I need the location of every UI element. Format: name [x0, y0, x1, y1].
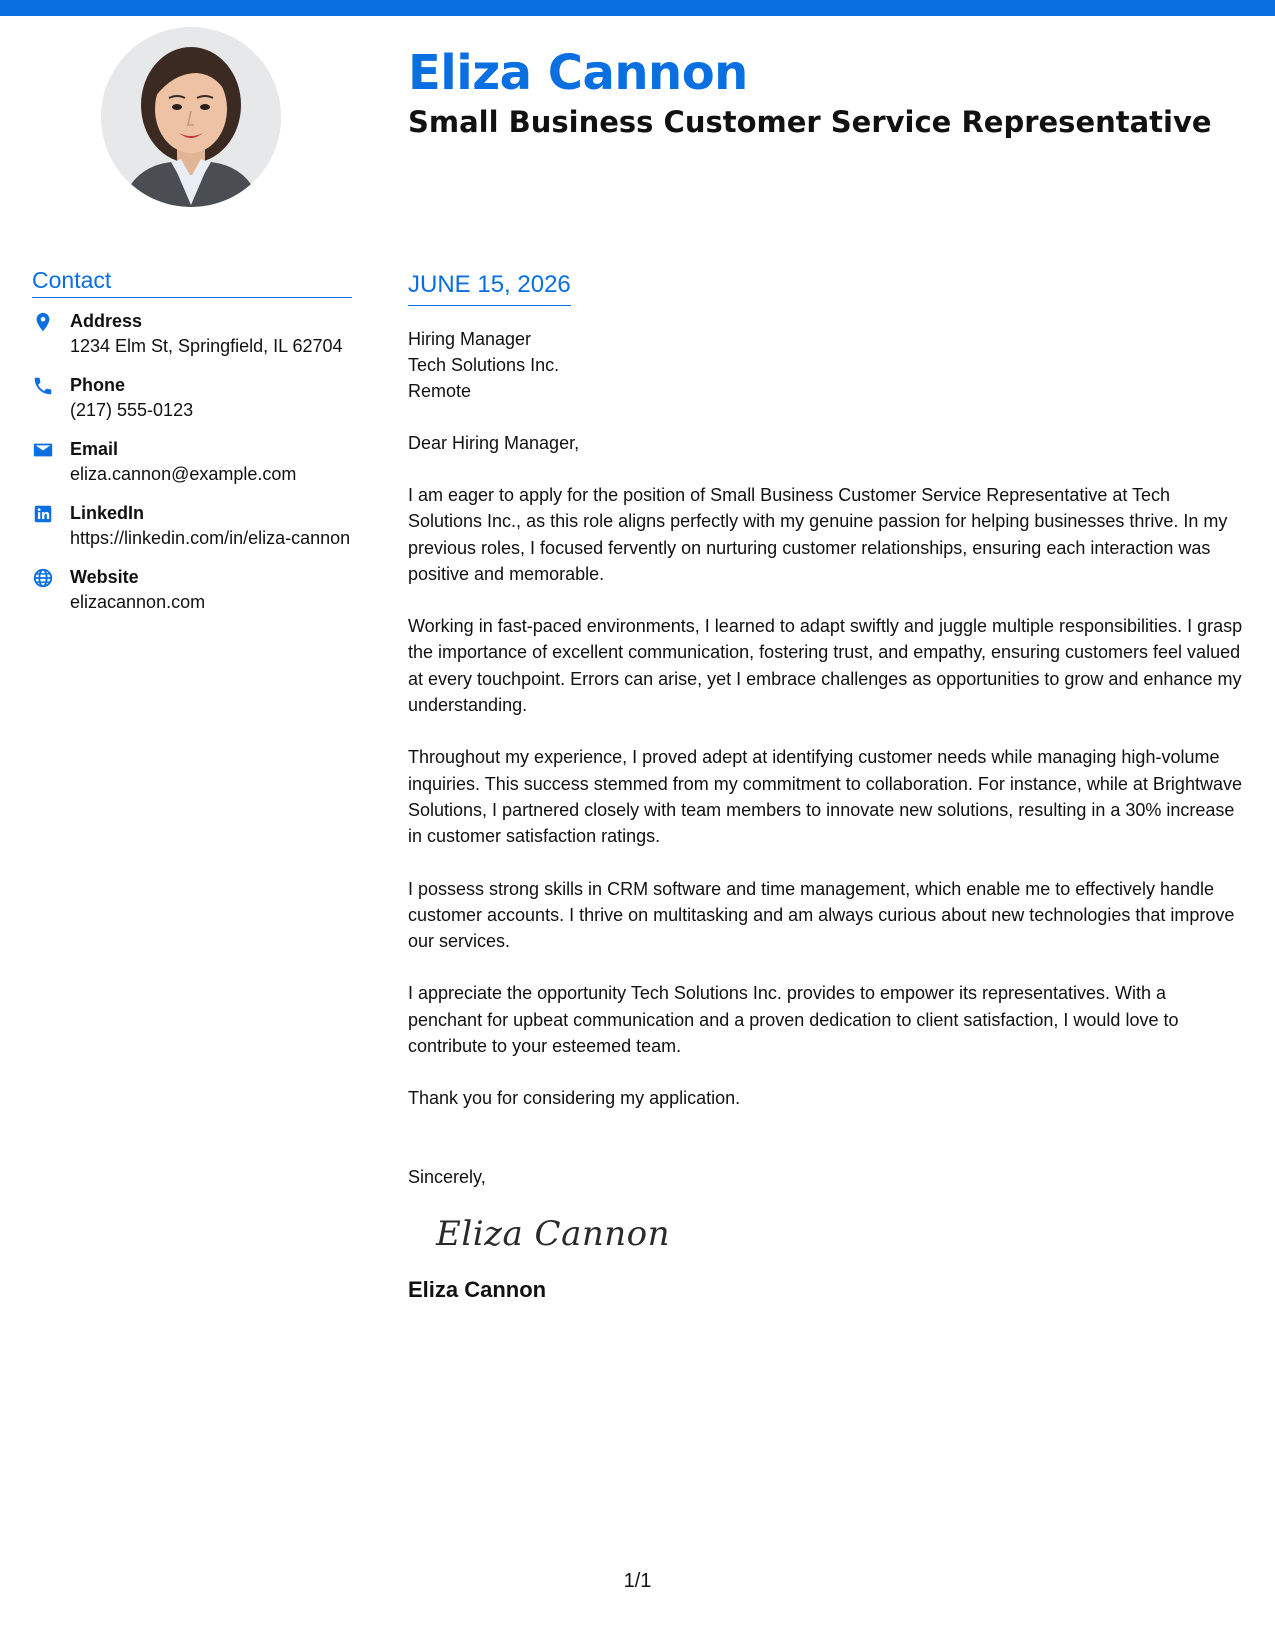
- letter-paragraph: I appreciate the opportunity Tech Solutions Inc. provides to empower its representatives. With a penchant for upbeat communication and a proven dedication to client satisfaction, I would love to contribute to your esteemed team.: [408, 983, 1179, 1057]
- contact-item-email: [32, 437, 352, 487]
- recipient-line: Tech Solutions Inc.: [408, 355, 560, 375]
- contact-item-address: [32, 309, 352, 359]
- contact-sidebar: [32, 266, 352, 629]
- contact-label: Website: [70, 567, 139, 587]
- phone-value: (217) 555-0123: [70, 400, 194, 420]
- website-link[interactable]: elizacannon.com: [70, 592, 206, 612]
- letter-date: JUNE 15, 2026: [408, 270, 571, 306]
- top-accent-bar: [0, 0, 1275, 16]
- linkedin-link[interactable]: https://linkedin.com/in/eliza-cannon: [70, 528, 351, 548]
- contact-label: Address: [70, 311, 143, 331]
- applicant-name: Eliza Cannon: [408, 45, 748, 101]
- letter-paragraph: Working in fast-paced environments, I learned to adapt swiftly and juggle multiple responsibilities. I grasp the importance of excellent communication, fostering trust, and empathy, ensuring customers feel valued at every touchpoint. Errors can arise, yet I embrace challenges as opportunities to grow and enhance my understanding.: [408, 616, 1243, 716]
- profile-photo: [101, 27, 281, 207]
- linkedin-icon: [32, 503, 54, 525]
- contact-label: LinkedIn: [70, 503, 145, 523]
- phone-icon: [32, 375, 54, 397]
- contact-label: Phone: [70, 375, 126, 395]
- recipient-line: Hiring Manager: [408, 329, 532, 349]
- applicant-role: Small Business Customer Service Representative: [408, 105, 1212, 139]
- letter-greeting: Dear Hiring Manager,: [408, 433, 580, 453]
- contact-label: Email: [70, 439, 119, 459]
- address-value: 1234 Elm St, Springfield, IL 62704: [70, 336, 343, 356]
- recipient-line: Remote: [408, 381, 472, 401]
- page-number: 1/1: [623, 1570, 652, 1592]
- email-icon: [32, 439, 54, 461]
- contact-item-phone: [32, 373, 352, 423]
- letter-closing: Sincerely,: [408, 1166, 486, 1187]
- contact-item-website: [32, 565, 352, 615]
- globe-icon: [32, 567, 54, 589]
- contact-heading: Contact: [32, 266, 352, 298]
- letter-paragraph: Thank you for considering my application.: [408, 1088, 741, 1109]
- map-pin-icon: [32, 311, 54, 333]
- letter-paragraph: Throughout my experience, I proved adept at identifying customer needs while managing high-volume inquiries. This success stemmed from my commitment to collaboration. For instance, while at Brightwave Solutions, I partnered closely with team members to innovate new solutions, resulting in a 30% increase in customer satisfaction ratings.: [408, 747, 1242, 847]
- handwritten-signature: Eliza Cannon: [436, 1213, 671, 1254]
- recipient-block: [408, 326, 1243, 404]
- letter-body: [408, 270, 1243, 1304]
- letter-paragraph: I am eager to apply for the position of Small Business Customer Service Representative at Tech Solutions Inc., as this role aligns perfectly with my genuine passion for helping businesses thrive. In my previous roles, I focused fervently on nurturing customer relationships, ensuring each interaction was positive and memorable.: [408, 485, 1228, 584]
- letter-paragraph: I possess strong skills in CRM software and time management, which enable me to effectively handle customer accounts. I thrive on multitasking and am always curious about new technologies that improve our services.: [408, 878, 1235, 952]
- contact-item-linkedin: [32, 501, 352, 551]
- email-link[interactable]: eliza.cannon@example.com: [70, 464, 297, 484]
- signer-name: Eliza Cannon: [408, 1276, 547, 1302]
